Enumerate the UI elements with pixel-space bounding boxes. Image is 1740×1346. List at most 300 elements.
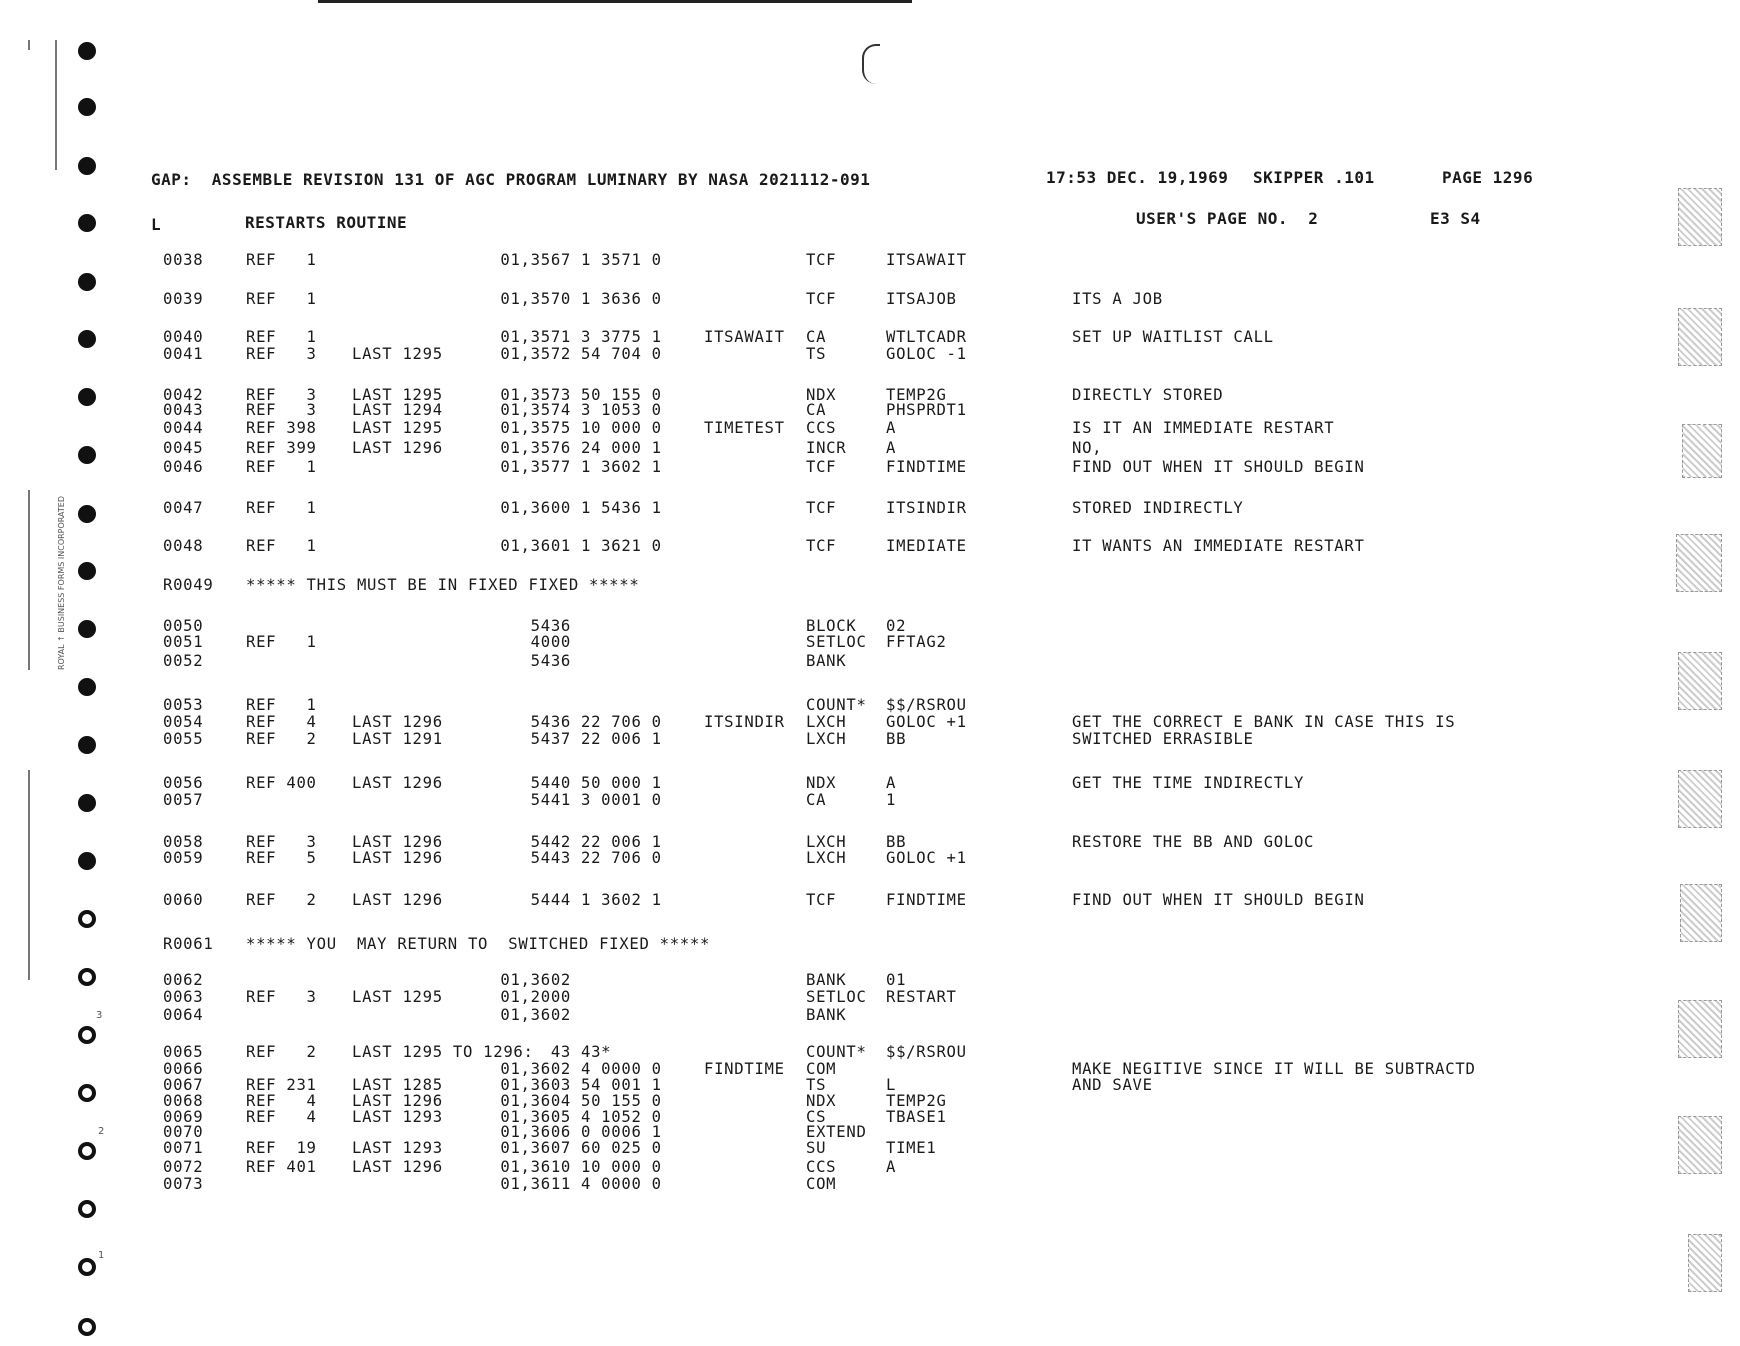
machine-code: 0 0006 1 bbox=[581, 1123, 662, 1141]
line-number: 0073 bbox=[163, 1175, 204, 1193]
margin-line bbox=[55, 40, 57, 170]
scan-mark bbox=[1678, 1000, 1722, 1058]
line-number: 0062 bbox=[163, 971, 204, 989]
ref-field: REF 3 bbox=[246, 401, 317, 419]
ref-field: REF 4 bbox=[246, 713, 317, 731]
machine-code: 22 706 0 bbox=[581, 713, 662, 731]
listing-line bbox=[163, 252, 1072, 268]
operand: WTLTCADR bbox=[886, 328, 967, 346]
ref-field: REF 398 bbox=[246, 419, 317, 437]
scan-mark bbox=[1678, 1116, 1722, 1174]
line-number: 0056 bbox=[163, 774, 204, 792]
last-field: LAST 1293 bbox=[352, 1139, 443, 1157]
opcode: COUNT* bbox=[806, 696, 867, 714]
operand: GOLOC +1 bbox=[886, 849, 967, 867]
address: 5441 bbox=[530, 791, 571, 809]
tractor-hole bbox=[78, 330, 96, 348]
ref-field: REF 19 bbox=[246, 1139, 317, 1157]
comment: GET THE CORRECT E BANK IN CASE THIS IS bbox=[1072, 713, 1456, 731]
listing-line bbox=[163, 936, 710, 952]
line-number: 0072 bbox=[163, 1158, 204, 1176]
tractor-hole bbox=[78, 910, 96, 928]
listing-line bbox=[163, 697, 1072, 713]
address: 01,3602 bbox=[500, 971, 571, 989]
machine-code: 60 025 0 bbox=[581, 1139, 662, 1157]
tractor-hole bbox=[78, 98, 96, 116]
opcode: CA bbox=[806, 791, 827, 809]
opcode: LXCH bbox=[806, 730, 847, 748]
machine-code: 54 704 0 bbox=[581, 345, 662, 363]
label: ITSINDIR bbox=[704, 713, 785, 731]
scan-mark bbox=[1676, 534, 1722, 592]
machine-code: 54 001 1 bbox=[581, 1076, 662, 1094]
address: 01,3601 bbox=[500, 537, 571, 555]
listing-line bbox=[163, 291, 1163, 307]
address: 4000 bbox=[530, 633, 571, 651]
tractor-hole bbox=[78, 157, 96, 175]
line-number: 0048 bbox=[163, 537, 204, 555]
operand: A bbox=[886, 419, 897, 437]
tractor-hole bbox=[78, 1200, 96, 1218]
opcode: BANK bbox=[806, 971, 847, 989]
operand: IMEDIATE bbox=[886, 537, 967, 555]
comment: IS IT AN IMMEDIATE RESTART bbox=[1072, 419, 1335, 437]
operand: TEMP2G bbox=[886, 386, 947, 404]
line-number: 0071 bbox=[163, 1139, 204, 1157]
tractor-hole bbox=[78, 505, 96, 523]
last-field: LAST 1285 bbox=[352, 1076, 443, 1094]
opcode: BLOCK bbox=[806, 617, 857, 635]
listing-line bbox=[163, 714, 1455, 730]
opcode: SETLOC bbox=[806, 633, 867, 651]
opcode: COUNT* bbox=[806, 1043, 867, 1061]
machine-code: 1 3636 0 bbox=[581, 290, 662, 308]
listing-line bbox=[163, 731, 1254, 747]
address: 5436 bbox=[530, 617, 571, 635]
listing-line bbox=[163, 792, 1072, 808]
machine-code: 1 3571 0 bbox=[581, 251, 662, 269]
last-field: LAST 1295 bbox=[352, 988, 443, 1006]
listing-line bbox=[163, 653, 1072, 669]
machine-code: 4 0000 0 bbox=[581, 1060, 662, 1078]
last-field: LAST 1296 bbox=[352, 713, 443, 731]
ref-field: REF 1 bbox=[246, 696, 317, 714]
ref-field: REF 2 bbox=[246, 891, 317, 909]
opcode: TCF bbox=[806, 290, 837, 308]
last-field: LAST 1296 bbox=[352, 849, 443, 867]
operand: TEMP2G bbox=[886, 1092, 947, 1110]
listing-line bbox=[163, 834, 1314, 850]
address: 01,3603 bbox=[500, 1076, 571, 1094]
line-number: 0038 bbox=[163, 251, 204, 269]
listing-line bbox=[163, 402, 1072, 418]
margin-number: 3 bbox=[96, 1010, 103, 1021]
last-field: LAST 1296 bbox=[352, 1092, 443, 1110]
ref-field: REF 1 bbox=[246, 537, 317, 555]
line-number: 0068 bbox=[163, 1092, 204, 1110]
operand: $$/RSROU bbox=[886, 696, 967, 714]
address: 01,3611 bbox=[500, 1175, 571, 1193]
operand: A bbox=[886, 439, 897, 457]
tractor-hole bbox=[78, 562, 96, 580]
e-s-code: E3 S4 bbox=[1430, 209, 1481, 228]
operand: A bbox=[886, 1158, 897, 1176]
opcode: NDX bbox=[806, 386, 837, 404]
machine-code: 3 1053 0 bbox=[581, 401, 662, 419]
address: 5444 bbox=[530, 891, 571, 909]
scan-mark bbox=[1678, 652, 1722, 710]
machine-code: 50 155 0 bbox=[581, 386, 662, 404]
tractor-hole bbox=[78, 214, 96, 232]
label: ITSAWAIT bbox=[704, 328, 785, 346]
line-number: 0051 bbox=[163, 633, 204, 651]
listing-line bbox=[163, 1124, 1072, 1140]
machine-code: 1 3602 1 bbox=[581, 458, 662, 476]
opcode: TCF bbox=[806, 251, 837, 269]
opcode: SU bbox=[806, 1139, 827, 1157]
tractor-hole bbox=[78, 620, 96, 638]
listing-line bbox=[163, 775, 1304, 791]
opcode: CCS bbox=[806, 419, 837, 437]
scan-mark bbox=[1678, 188, 1722, 246]
machine-code: 4 1052 0 bbox=[581, 1108, 662, 1126]
machine-code: 4 0000 0 bbox=[581, 1175, 662, 1193]
comment: ITS A JOB bbox=[1072, 290, 1163, 308]
line-number: 0058 bbox=[163, 833, 204, 851]
ref-field: REF 4 bbox=[246, 1108, 317, 1126]
opcode: EXTEND bbox=[806, 1123, 867, 1141]
opcode: CA bbox=[806, 328, 827, 346]
ref-field: REF 1 bbox=[246, 499, 317, 517]
comment: SET UP WAITLIST CALL bbox=[1072, 328, 1274, 346]
machine-code: 22 006 1 bbox=[581, 833, 662, 851]
operand: 1 bbox=[886, 791, 897, 809]
machine-code: 1 5436 1 bbox=[581, 499, 662, 517]
listing-line bbox=[163, 1140, 1072, 1156]
section-name: RESTARTS ROUTINE bbox=[245, 213, 408, 232]
address: 01,3607 bbox=[500, 1139, 571, 1157]
listing-line bbox=[163, 346, 1072, 362]
listing-title: GAP: ASSEMBLE REVISION 131 OF AGC PROGRAM LUMINARY BY NASA 2021112-091 bbox=[151, 170, 871, 189]
last-field: LAST 1296 bbox=[352, 774, 443, 792]
line-number: 0040 bbox=[163, 328, 204, 346]
tractor-hole bbox=[78, 446, 96, 464]
comment: STORED INDIRECTLY bbox=[1072, 499, 1244, 517]
listing-line bbox=[163, 1007, 1072, 1023]
line-number: 0039 bbox=[163, 290, 204, 308]
listing-line bbox=[163, 1159, 1072, 1175]
ref-field: REF 1 bbox=[246, 290, 317, 308]
listing-line bbox=[163, 634, 1072, 650]
opcode: TCF bbox=[806, 499, 837, 517]
machine-code: 1 3621 0 bbox=[581, 537, 662, 555]
opcode: SETLOC bbox=[806, 988, 867, 1006]
machine-code: 3 0001 0 bbox=[581, 791, 662, 809]
line-number: 0057 bbox=[163, 791, 204, 809]
tractor-hole bbox=[78, 852, 96, 870]
tractor-hole bbox=[78, 1026, 96, 1044]
line-number: 0063 bbox=[163, 988, 204, 1006]
ref-field: REF 3 bbox=[246, 386, 317, 404]
line-number: 0059 bbox=[163, 849, 204, 867]
opcode: LXCH bbox=[806, 833, 847, 851]
margin-line bbox=[28, 770, 30, 980]
last-field: LAST 1295 bbox=[352, 419, 443, 437]
operand: $$/RSROU bbox=[886, 1043, 967, 1061]
listing-line bbox=[163, 972, 1072, 988]
opcode: NDX bbox=[806, 1092, 837, 1110]
opcode: CCS bbox=[806, 1158, 837, 1176]
opcode: CA bbox=[806, 401, 827, 419]
ref-field: REF 3 bbox=[246, 833, 317, 851]
opcode: CS bbox=[806, 1108, 827, 1126]
address: 01,3575 bbox=[500, 419, 571, 437]
listing-line bbox=[163, 329, 1274, 345]
listing-line bbox=[163, 440, 1102, 456]
last-field: LAST 1296 bbox=[352, 891, 443, 909]
scan-mark bbox=[1680, 884, 1722, 942]
margin-line bbox=[28, 490, 30, 670]
operand: ITSAWAIT bbox=[886, 251, 967, 269]
operand: ITSAJOB bbox=[886, 290, 957, 308]
opcode: TCF bbox=[806, 458, 837, 476]
operand: FINDTIME bbox=[886, 458, 967, 476]
forms-imprint: ROYAL ↑ BUSINESS FORMS INCORPORATED bbox=[57, 496, 66, 670]
tractor-hole bbox=[78, 1142, 96, 1160]
opcode: TS bbox=[806, 345, 827, 363]
address: 01,3605 bbox=[500, 1108, 571, 1126]
comment: IT WANTS AN IMMEDIATE RESTART bbox=[1072, 537, 1365, 555]
operand: A bbox=[886, 774, 897, 792]
opcode: LXCH bbox=[806, 849, 847, 867]
ref-field: REF 2 bbox=[246, 1043, 317, 1061]
listing-line bbox=[163, 892, 1365, 908]
scan-mark bbox=[1688, 1234, 1722, 1292]
listing-line bbox=[163, 618, 1072, 634]
ref-field: REF 1 bbox=[246, 251, 317, 269]
line-number: 0064 bbox=[163, 1006, 204, 1024]
operand: FINDTIME bbox=[886, 891, 967, 909]
ref-field: REF 400 bbox=[246, 774, 317, 792]
line-number: R0061 bbox=[163, 935, 214, 953]
tractor-hole bbox=[78, 1258, 96, 1276]
listing-timestamp: 17:53 DEC. 19,1969 bbox=[1046, 168, 1229, 187]
opcode: BANK bbox=[806, 1006, 847, 1024]
machine-code: 10 000 0 bbox=[581, 1158, 662, 1176]
comment: DIRECTLY STORED bbox=[1072, 386, 1224, 404]
comment: SWITCHED ERRASIBLE bbox=[1072, 730, 1254, 748]
operand: L bbox=[886, 1076, 897, 1094]
tractor-hole bbox=[78, 736, 96, 754]
margin-line bbox=[28, 40, 30, 50]
listing-line bbox=[163, 1061, 1476, 1077]
listing-line bbox=[163, 538, 1365, 554]
tractor-hole bbox=[78, 1084, 96, 1102]
address: 01,3571 bbox=[500, 328, 571, 346]
line-number: 0054 bbox=[163, 713, 204, 731]
label: TIMETEST bbox=[704, 419, 785, 437]
listing-line bbox=[163, 459, 1365, 475]
listing-line bbox=[163, 500, 1244, 516]
last-field: LAST 1295 TO 1296: bbox=[352, 1043, 534, 1061]
operand: GOLOC +1 bbox=[886, 713, 967, 731]
operand: 01 bbox=[886, 971, 907, 989]
tractor-hole bbox=[78, 678, 96, 696]
tractor-hole bbox=[78, 42, 96, 60]
bracket-mark bbox=[862, 44, 880, 84]
margin-number: 2 bbox=[98, 1126, 105, 1137]
last-field: LAST 1295 bbox=[352, 345, 443, 363]
line-number: 0047 bbox=[163, 499, 204, 517]
ref-field: REF 1 bbox=[246, 328, 317, 346]
address: 01,3574 bbox=[500, 401, 571, 419]
machine-code: 50 000 1 bbox=[581, 774, 662, 792]
last-field: LAST 1296 bbox=[352, 833, 443, 851]
address: 01,3606 bbox=[500, 1123, 571, 1141]
comment: MAKE NEGITIVE SINCE IT WILL BE SUBTRACTD bbox=[1072, 1060, 1476, 1078]
opcode: BANK bbox=[806, 652, 847, 670]
operand: ITSINDIR bbox=[886, 499, 967, 517]
scan-mark bbox=[1678, 308, 1722, 366]
line-number: 0043 bbox=[163, 401, 204, 419]
listing-line bbox=[163, 1093, 1072, 1109]
address: 5442 bbox=[530, 833, 571, 851]
address: 01,3572 bbox=[500, 345, 571, 363]
top-rule bbox=[318, 0, 912, 3]
comment: NO, bbox=[1072, 439, 1103, 457]
line-number: 0044 bbox=[163, 419, 204, 437]
tractor-hole bbox=[78, 1318, 96, 1336]
opcode: INCR bbox=[806, 439, 847, 457]
address: 01,3577 bbox=[500, 458, 571, 476]
scan-mark bbox=[1682, 424, 1722, 478]
listing-line bbox=[163, 989, 1072, 1005]
address: 01,2000 bbox=[500, 988, 571, 1006]
ref-field: REF 5 bbox=[246, 849, 317, 867]
listing-page-number: PAGE 1296 bbox=[1442, 168, 1534, 187]
listing-line bbox=[163, 387, 1223, 403]
address: 5437 bbox=[530, 730, 571, 748]
machine-code: 1 3602 1 bbox=[581, 891, 662, 909]
ref-field: REF 401 bbox=[246, 1158, 317, 1176]
users-page-number: USER'S PAGE NO. 2 bbox=[1136, 209, 1319, 228]
listing-line bbox=[163, 577, 639, 593]
opcode: TCF bbox=[806, 537, 837, 555]
line-number: 0053 bbox=[163, 696, 204, 714]
line-number: 0045 bbox=[163, 439, 204, 457]
operand: TIME1 bbox=[886, 1139, 937, 1157]
line-number: 0066 bbox=[163, 1060, 204, 1078]
last-field: LAST 1294 bbox=[352, 401, 443, 419]
address: 5443 bbox=[530, 849, 571, 867]
listing-line bbox=[163, 1077, 1153, 1093]
machine-code: 50 155 0 bbox=[581, 1092, 662, 1110]
line-number: 0067 bbox=[163, 1076, 204, 1094]
ref-field: REF 1 bbox=[246, 633, 317, 651]
ref-field: REF 1 bbox=[246, 458, 317, 476]
opcode: COM bbox=[806, 1060, 837, 1078]
operand: BB bbox=[886, 833, 907, 851]
last-field: LAST 1296 bbox=[352, 1158, 443, 1176]
address: 43 bbox=[550, 1043, 571, 1061]
operand: BB bbox=[886, 730, 907, 748]
operand: FFTAG2 bbox=[886, 633, 947, 651]
line-number: 0055 bbox=[163, 730, 204, 748]
line-number: 0069 bbox=[163, 1108, 204, 1126]
last-field: LAST 1295 bbox=[352, 386, 443, 404]
address: 5436 bbox=[530, 652, 571, 670]
address: 01,3610 bbox=[500, 1158, 571, 1176]
scan-mark bbox=[1678, 770, 1722, 828]
machine-code: 10 000 0 bbox=[581, 419, 662, 437]
margin-number: 1 bbox=[98, 1250, 105, 1261]
ref-field: REF 3 bbox=[246, 988, 317, 1006]
banner-text: ***** YOU MAY RETURN TO SWITCHED FIXED ***** bbox=[246, 935, 711, 953]
label: FINDTIME bbox=[704, 1060, 785, 1078]
ref-field: REF 4 bbox=[246, 1092, 317, 1110]
machine-code: 43* bbox=[581, 1043, 612, 1061]
line-number: 0042 bbox=[163, 386, 204, 404]
listing-line bbox=[163, 420, 1334, 436]
comment: FIND OUT WHEN IT SHOULD BEGIN bbox=[1072, 458, 1365, 476]
line-number: 0050 bbox=[163, 617, 204, 635]
listing-line bbox=[163, 850, 1072, 866]
line-number: 0070 bbox=[163, 1123, 204, 1141]
tractor-hole bbox=[78, 273, 96, 291]
address: 01,3573 bbox=[500, 386, 571, 404]
ref-field: REF 231 bbox=[246, 1076, 317, 1094]
address: 01,3600 bbox=[500, 499, 571, 517]
address: 01,3602 bbox=[500, 1060, 571, 1078]
line-number: 0060 bbox=[163, 891, 204, 909]
opcode: TCF bbox=[806, 891, 837, 909]
tractor-hole bbox=[78, 968, 96, 986]
machine-code: 22 006 1 bbox=[581, 730, 662, 748]
ref-field: REF 2 bbox=[246, 730, 317, 748]
machine-code: 24 000 1 bbox=[581, 439, 662, 457]
operand: 02 bbox=[886, 617, 907, 635]
opcode: COM bbox=[806, 1175, 837, 1193]
operand: PHSPRDT1 bbox=[886, 401, 967, 419]
banner-text: ***** THIS MUST BE IN FIXED FIXED ***** bbox=[246, 576, 640, 594]
line-number: 0052 bbox=[163, 652, 204, 670]
listing-skipper: SKIPPER .101 bbox=[1253, 168, 1375, 187]
line-number: R0049 bbox=[163, 576, 214, 594]
listing-line bbox=[163, 1176, 1072, 1192]
address: 01,3576 bbox=[500, 439, 571, 457]
last-field: LAST 1296 bbox=[352, 439, 443, 457]
ref-field: REF 3 bbox=[246, 345, 317, 363]
address: 01,3570 bbox=[500, 290, 571, 308]
comment: GET THE TIME INDIRECTLY bbox=[1072, 774, 1305, 792]
last-field: LAST 1293 bbox=[352, 1108, 443, 1126]
comment: FIND OUT WHEN IT SHOULD BEGIN bbox=[1072, 891, 1365, 909]
operand: RESTART bbox=[886, 988, 957, 1006]
opcode: NDX bbox=[806, 774, 837, 792]
listing-line bbox=[163, 1044, 1072, 1060]
ref-field: REF 399 bbox=[246, 439, 317, 457]
operand: GOLOC -1 bbox=[886, 345, 967, 363]
tractor-hole bbox=[78, 388, 96, 406]
machine-code: 3 3775 1 bbox=[581, 328, 662, 346]
tractor-hole bbox=[78, 794, 96, 812]
opcode: TS bbox=[806, 1076, 827, 1094]
address: 01,3567 bbox=[500, 251, 571, 269]
section-flag: L bbox=[151, 215, 162, 234]
line-number: 0065 bbox=[163, 1043, 204, 1061]
address: 01,3604 bbox=[500, 1092, 571, 1110]
line-number: 0046 bbox=[163, 458, 204, 476]
